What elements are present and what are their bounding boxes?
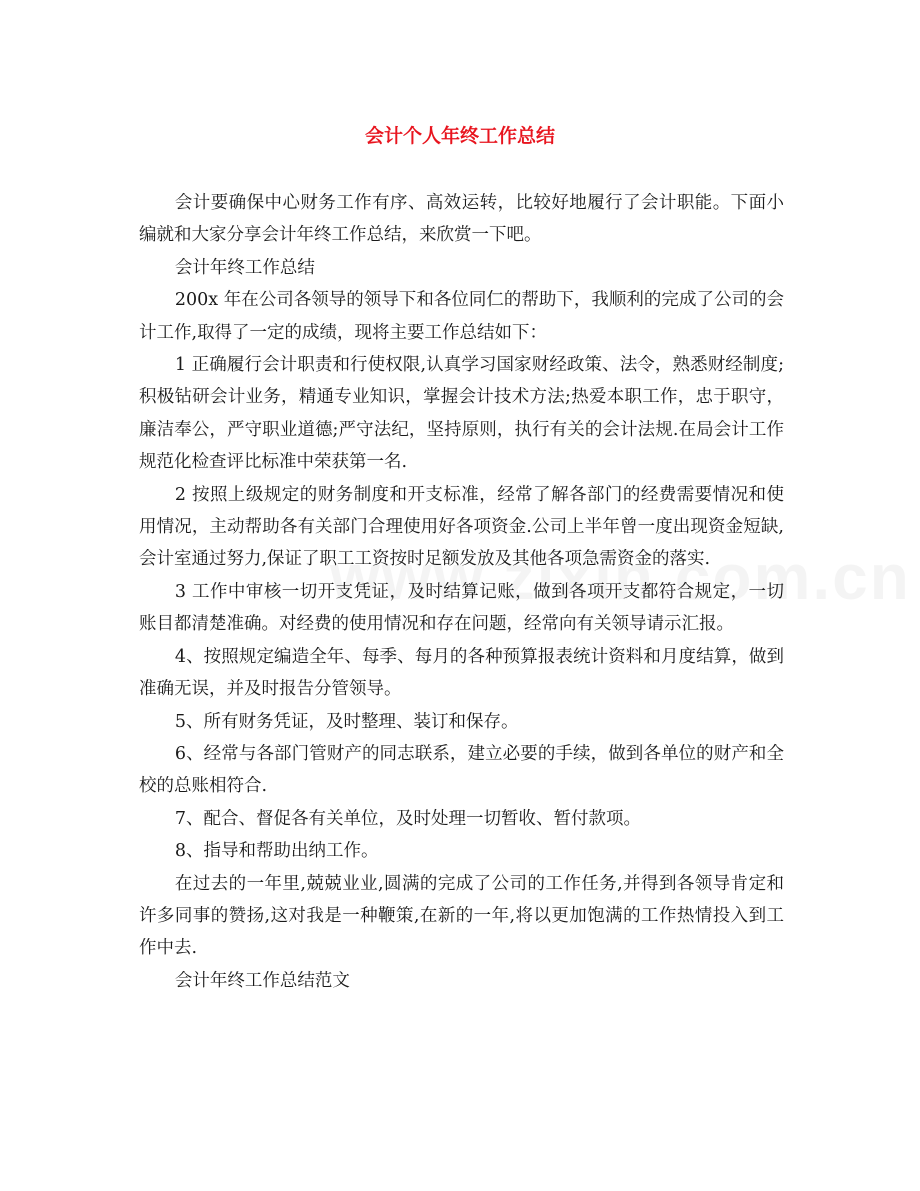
section-heading: 会计年终工作总结范文 [174,970,350,991]
list-item: 1 正确履行会计职责和行使权限,认真学习国家财经政策、法令，熟悉财经制度;积极钻研会计业务，精通专业知识，掌握会计技术方法;热爱本职工作，忠于职守，廉洁奉公，严守职业道德;严守法纪，坚持原则，执行有关的会计法规.在局会计工作规范化检查评比标准中荣获第一名. [139,355,784,473]
document-body [139,187,784,997]
list-item: 3 工作中审核一切开支凭证，及时结算记账，做到各项开支都符合规定，一切账目都清楚准确。对经费的使用情况和存在问题，经常向有关领导请示汇报。 [139,581,784,635]
list-item: 8、指导和帮助出纳工作。 [174,841,379,862]
body-paragraph: 在过去的一年里,兢兢业业,圆满的完成了公司的工作任务,并得到各领导肯定和许多同事的赞扬,这对我是一种鞭策,在新的一年,将以更加饱满的工作热情投入到工作中去. [139,873,784,959]
body-paragraph: 200x 年在公司各领导的领导下和各位同仁的帮助下，我顺利的完成了公司的会计工作,取得了一定的成绩，现将主要工作总结如下： [139,290,784,343]
intro-paragraph: 会计要确保中心财务工作有序、高效运转，比较好地履行了会计职能。下面小编就和大家分享会计年终工作总结，来欣赏一下吧。 [139,193,784,246]
list-item: 4、按照规定编造全年、每季、每月的各种预算报表统计资料和月度结算，做到准确无误，并及时报告分管领导。 [139,646,784,700]
list-item: 2 按照上级规定的财务制度和开支标准，经常了解各部门的经费需要情况和使用情况，主动帮助各有关部门合理使用好各项资金.公司上半年曾一度出现资金短缺,会计室通过努力,保证了职工工资按时足额发放及其他各项急需资金的落实. [139,484,784,570]
document-title: 会计个人年终工作总结 [364,125,555,147]
section-heading: 会计年终工作总结 [174,257,315,278]
list-item: 6、经常与各部门管财产的同志联系，建立必要的手续，做到各单位的财产和全校的总账相符合. [139,743,784,797]
list-item: 7、配合、督促各有关单位，及时处理一切暂收、暂付款项。 [174,808,642,829]
list-item: 5、所有财务凭证，及时整理、装订和保存。 [174,711,519,732]
